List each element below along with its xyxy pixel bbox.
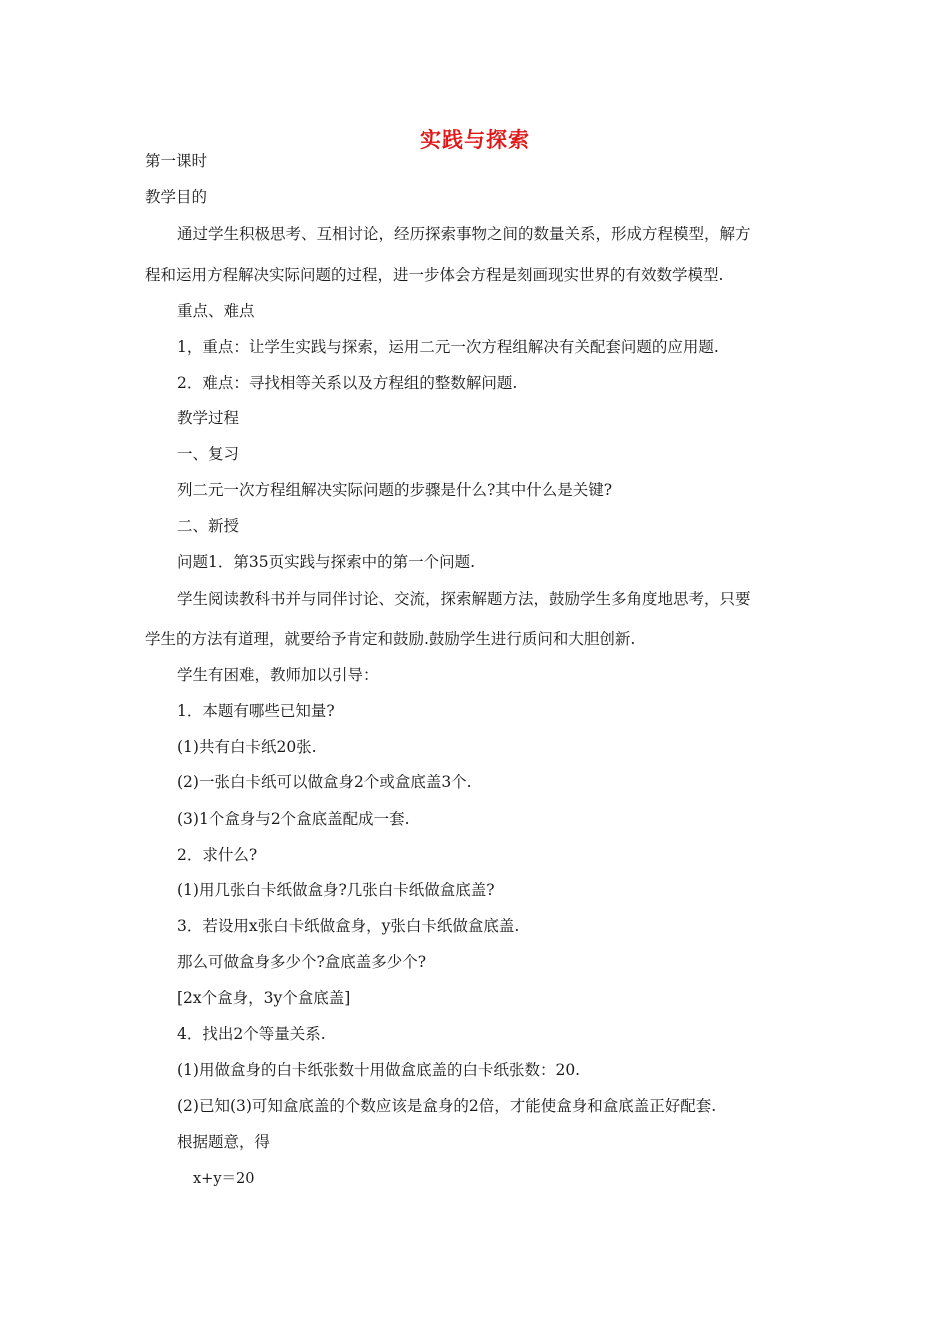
paragraph-line: 那么可做盒身多少个?盒底盖多少个? [177, 953, 427, 971]
section-heading-objective: 教学目的 [145, 188, 208, 206]
list-item: (2)已知(3)可知盒底盖的个数应该是盒身的2倍，才能使盒身和盒底盖正好配套. [177, 1097, 717, 1115]
section-heading-key-points: 重点、难点 [177, 302, 255, 320]
paragraph-line: 通过学生积极思考、互相讨论，经历探索事物之间的数量关系，形成方程模型，解方 [177, 225, 751, 243]
paragraph-line: 问题1．第35页实践与探索中的第一个问题. [177, 553, 476, 571]
list-item: (2)一张白卡纸可以做盒身2个或盒底盖3个. [177, 773, 472, 791]
paragraph-line: 学生阅读教科书并与同伴讨论、交流，探索解题方法，鼓励学生多角度地思考，只要 [177, 590, 751, 608]
paragraph-line: 2．难点：寻找相等关系以及方程组的整数解问题. [177, 374, 518, 392]
section-heading-review: 一、复习 [177, 445, 240, 463]
section-heading-new-lesson: 二、新授 [177, 517, 240, 535]
paragraph-line: 1，重点：让学生实践与探索，运用二元一次方程组解决有关配套问题的应用题. [177, 338, 719, 356]
equation: x+y＝20 [193, 1171, 255, 1187]
paragraph-line: 程和运用方程解决实际问题的过程，进一步体会方程是刻画现实世界的有效数学模型. [145, 266, 724, 284]
list-item: (1)用做盒身的白卡纸张数十用做盒底盖的白卡纸张数：20. [177, 1061, 581, 1079]
paragraph-line: 学生有困难，教师加以引导： [177, 666, 379, 684]
paragraph-line: 4．找出2个等量关系. [177, 1025, 326, 1043]
paragraph-line: 1．本题有哪些已知量? [177, 702, 335, 720]
page-title: 实践与探索 [420, 128, 530, 152]
paragraph-line: 学生的方法有道理，就要给予肯定和鼓励.鼓励学生进行质问和大胆创新. [145, 630, 636, 648]
section-heading-process: 教学过程 [177, 409, 240, 427]
paragraph-line: 2．求什么? [177, 846, 258, 864]
paragraph-line: 列二元一次方程组解决实际问题的步骤是什么?其中什么是关键? [177, 481, 613, 499]
lesson-period: 第一课时 [145, 152, 208, 170]
paragraph-line: 根据题意，得 [177, 1133, 271, 1151]
list-item: (1)用几张白卡纸做盒身?几张白卡纸做盒底盖? [177, 881, 495, 899]
list-item: (1)共有白卡纸20张. [177, 738, 317, 756]
list-item: (3)1个盒身与2个盒底盖配成一套. [177, 810, 410, 828]
paragraph-line: 3．若设用x张白卡纸做盒身，y张白卡纸做盒底盖. [177, 917, 520, 935]
paragraph-line: [2x个盒身，3y个盒底盖] [177, 989, 351, 1007]
